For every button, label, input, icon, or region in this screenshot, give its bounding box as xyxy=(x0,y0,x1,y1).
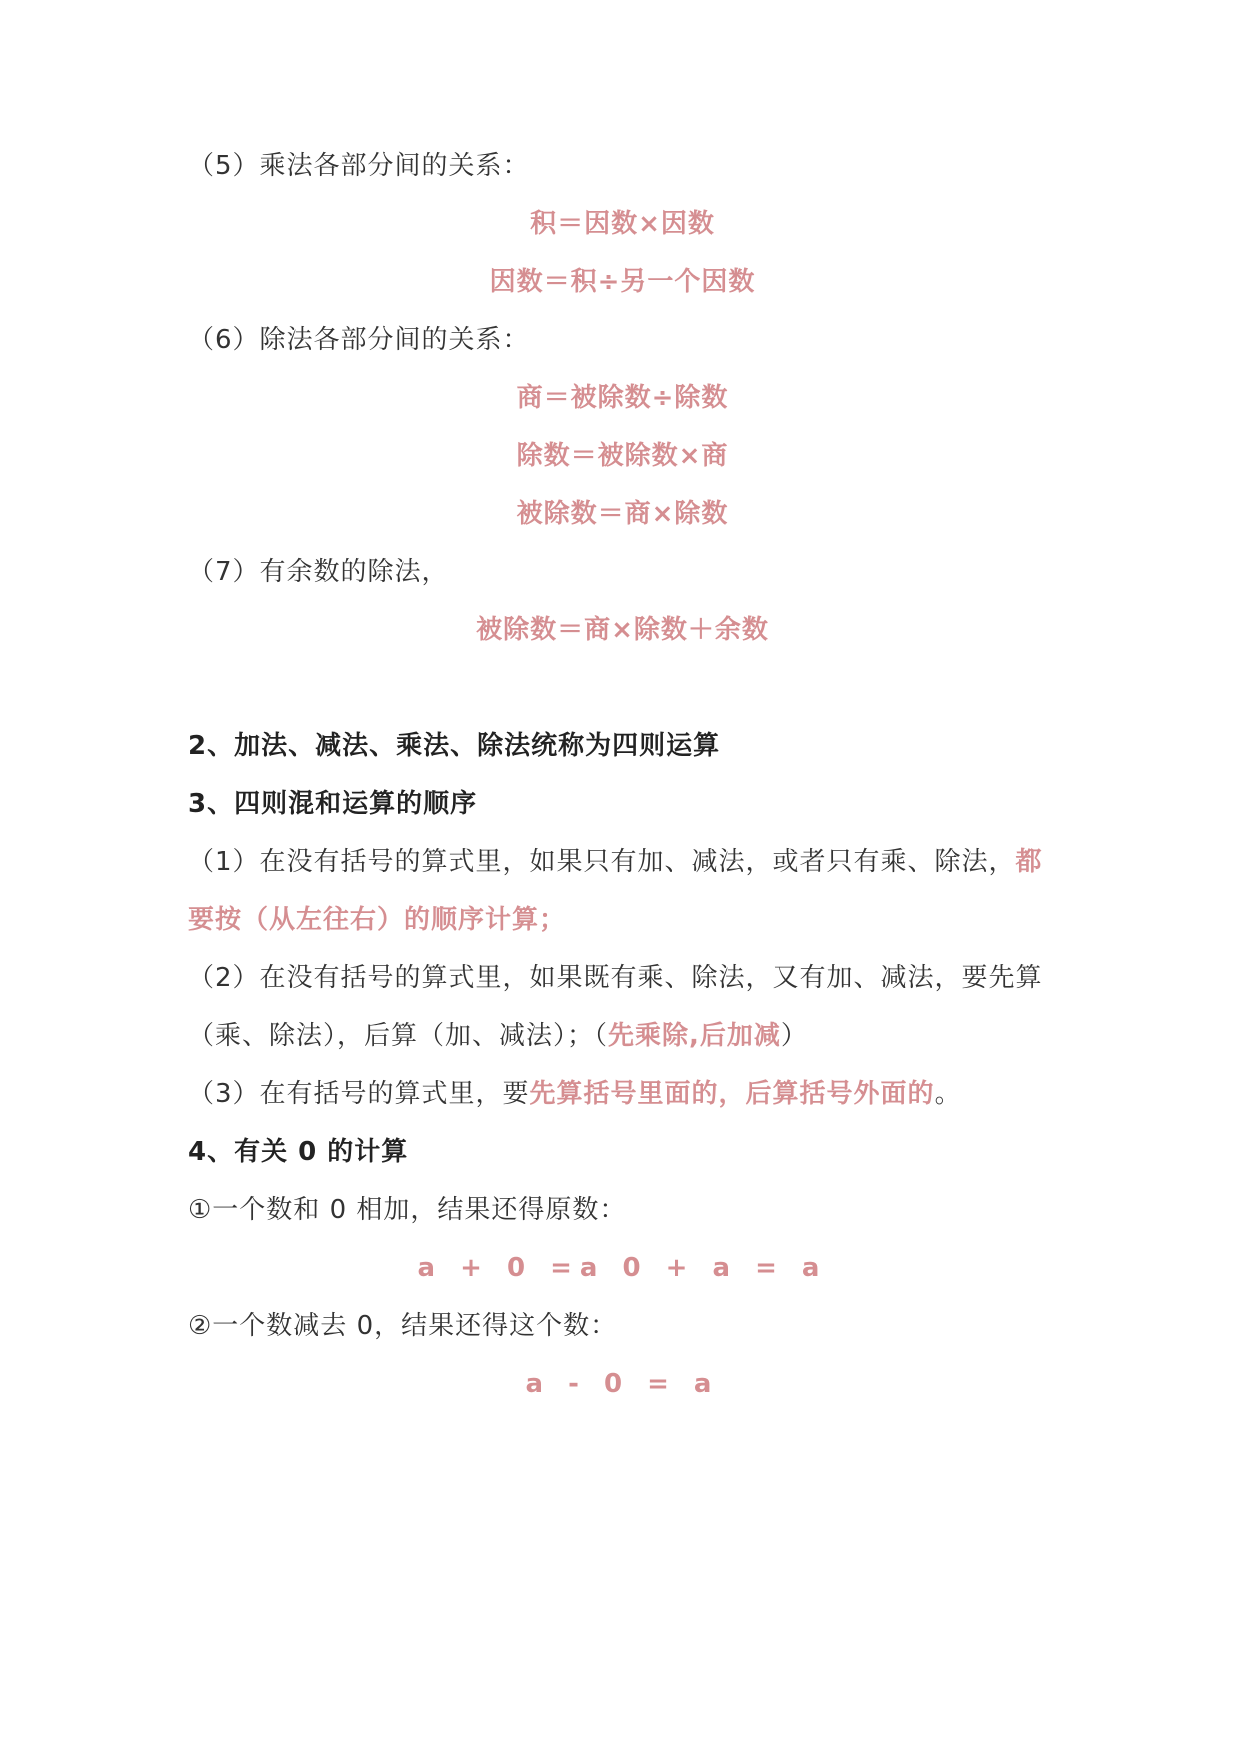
formula-divisor: 除数＝被除数×商 xyxy=(516,441,729,471)
rule-1-accent-b: 要按（从左往右）的顺序计算； xyxy=(188,905,567,935)
formula-quotient: 商＝被除数÷除数 xyxy=(516,383,729,413)
rule-1-text: （1）在没有括号的算式里，如果只有加、减法，或者只有乘、除法， xyxy=(188,847,1016,877)
heading-four-operations: 2、加法、减法、乘法、除法统称为四则运算 xyxy=(188,731,721,761)
rule-2-accent: 先乘除,后加减 xyxy=(608,1021,781,1051)
rule-3-text-a: （3）在有括号的算式里，要 xyxy=(188,1079,530,1109)
formula-factor: 因数＝积÷另一个因数 xyxy=(489,267,756,297)
rule-2-text-b: ） xyxy=(780,1021,808,1051)
rule-2-text-a: （乘、除法），后算（加、减法）；（ xyxy=(188,1021,609,1051)
rule-3 xyxy=(188,1074,962,1114)
section-5-label: （5）乘法各部分间的关系： xyxy=(188,151,530,181)
zero-add-label: ①一个数和 0 相加，结果还得原数： xyxy=(188,1195,627,1225)
formula-dividend: 被除数＝商×除数 xyxy=(516,499,729,529)
rule-3-text-b: 。 xyxy=(934,1079,962,1109)
rule-2-line-1: （2）在没有括号的算式里，如果既有乘、除法，又有加、减法，要先算 xyxy=(188,963,1043,993)
section-6-label: （6）除法各部分间的关系： xyxy=(188,325,530,355)
formula-remainder-division: 被除数＝商×除数＋余数 xyxy=(476,615,769,645)
formula-product: 积＝因数×因数 xyxy=(530,209,715,239)
zero-subtract-label: ②一个数减去 0，结果还得这个数： xyxy=(188,1311,618,1341)
formula-zero-add: a + 0 =a 0 + a = a xyxy=(417,1253,828,1283)
section-7-label: （7）有余数的除法， xyxy=(188,557,449,587)
rule-3-accent: 先算括号里面的，后算括号外面的 xyxy=(529,1079,935,1109)
heading-mixed-order: 3、四则混和运算的顺序 xyxy=(188,789,478,819)
heading-zero: 4、有关 0 的计算 xyxy=(188,1137,409,1167)
formula-zero-subtract: a - 0 = a xyxy=(525,1369,720,1399)
rule-1-accent-a: 都 xyxy=(1015,847,1043,877)
rule-1-line-1 xyxy=(188,842,1043,882)
rule-2-line-2 xyxy=(188,1016,808,1056)
